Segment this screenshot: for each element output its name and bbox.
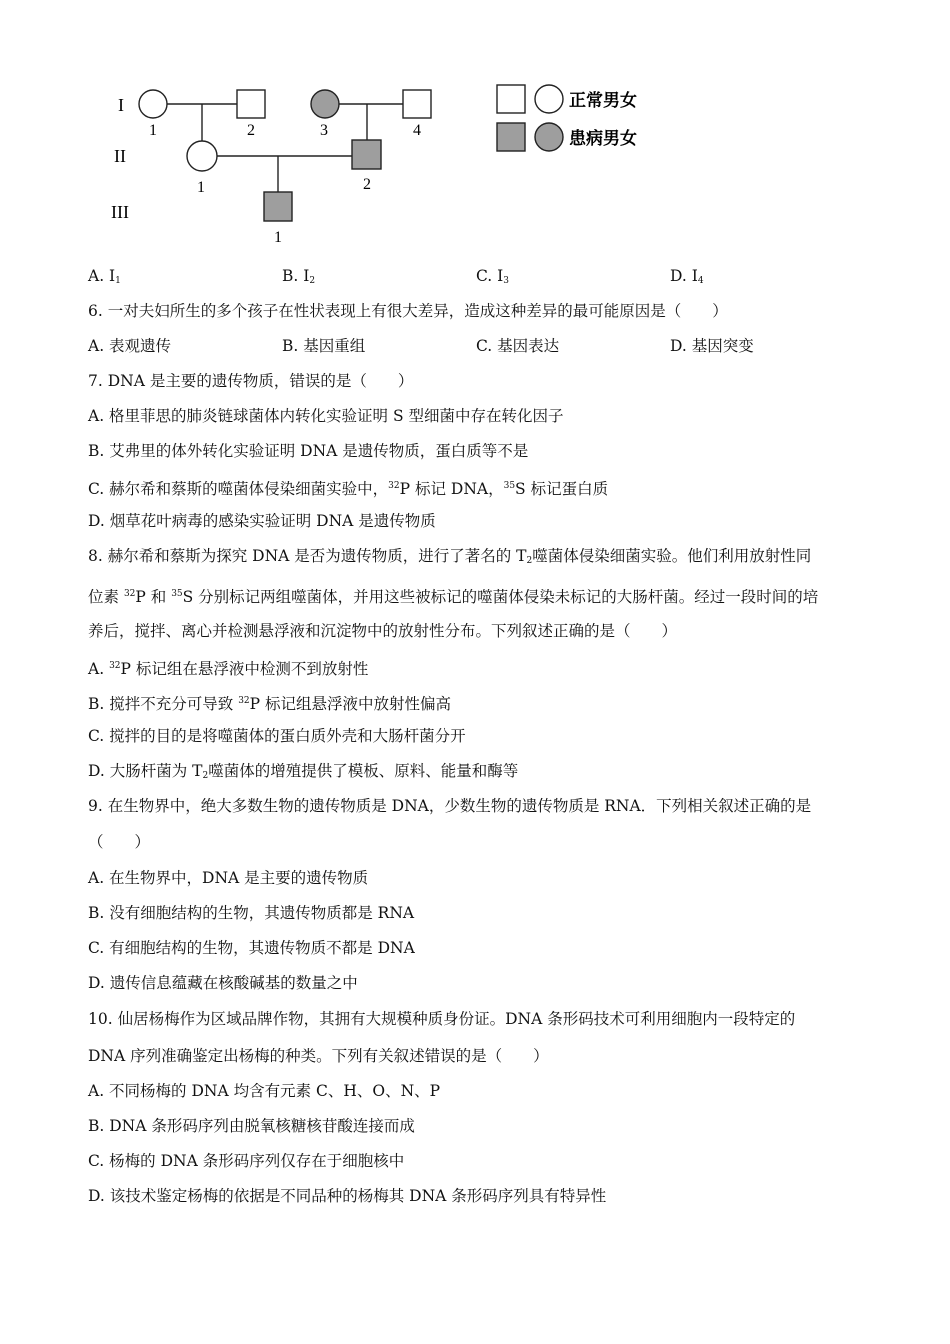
q5-option-d: D. $I_4$ xyxy=(670,267,704,286)
legend-female-affected-symbol xyxy=(535,123,563,151)
q6-option-a: A. 表观遗传 xyxy=(88,337,172,355)
q8-option-d: D. 大肠杆菌为 $T_2$噬菌体的增殖提供了模板、原料、能量和酶等 xyxy=(88,762,519,781)
q9-option-a: A. 在生物界中，DNA 是主要的遗传物质 xyxy=(88,869,369,887)
q5-option-c: C. $I_3$ xyxy=(476,267,510,286)
generation-label-III: III xyxy=(111,202,129,222)
q10-option-b: B. DNA 条形码序列由脱氧核糖核苷酸连接而成 xyxy=(88,1117,415,1135)
pedigree-I4-male-normal xyxy=(403,90,431,118)
pedigree-III1-male-affected xyxy=(264,192,292,221)
q8-stem-line-2: 位素 $^{32}$P 和 $^{35}$S 分别标记两组噬菌体，并用这些被标记的噬菌体侵染未标记的大肠杆菌。经过一段时间的培 xyxy=(88,588,819,606)
legend-affected-label: 患病男女 xyxy=(569,129,637,148)
q10-option-c: C. 杨梅的 DNA 条形码序列仅存在于细胞核中 xyxy=(88,1152,405,1170)
q8-stem-line-3: 养后，搅拌、离心并检测悬浮液和沉淀物中的放射性分布。下列叙述正确的是（ ） xyxy=(88,622,678,640)
q10-stem-line-2: DNA 序列准确鉴定出杨梅的种类。下列有关叙述错误的是（ ） xyxy=(88,1047,549,1065)
generation-label-I: I xyxy=(118,95,124,115)
pedigree-diagram xyxy=(100,80,660,254)
q7-option-c: C. 赫尔希和蔡斯的噬菌体侵染细菌实验中，$^{32}$P 标记 DNA，$^{35}$S 标记蛋白质 xyxy=(88,480,609,498)
individual-label: 4 xyxy=(413,122,421,139)
q8-option-b: B. 搅拌不充分可导致 $^{32}$P 标记组悬浮液中放射性偏高 xyxy=(88,695,451,713)
individual-label: 2 xyxy=(247,122,255,139)
generation-label-II: II xyxy=(114,146,126,166)
individual-label: 1 xyxy=(197,179,205,196)
q9-option-d: D. 遗传信息蕴藏在核酸碱基的数量之中 xyxy=(88,974,358,992)
q5-option-a: A. $I_1$ xyxy=(88,267,121,286)
q8-option-a: A. $^{32}$P 标记组在悬浮液中检测不到放射性 xyxy=(88,660,369,678)
pedigree-II1-female-normal xyxy=(187,141,217,171)
q8-stem-line-1: 8. 赫尔希和蔡斯为探究 DNA 是否为遗传物质，进行了著名的 $T_2$噬菌体侵染细菌实验。他们利用放射性同 xyxy=(88,547,812,566)
individual-label: 1 xyxy=(274,229,282,246)
legend-normal-label: 正常男女 xyxy=(569,91,637,110)
q8-option-c: C. 搅拌的目的是将噬菌体的蛋白质外壳和大肠杆菌分开 xyxy=(88,727,466,745)
q6-stem: 6. 一对夫妇所生的多个孩子在性状表现上有很大差异，造成这种差异的最可能原因是（ ） xyxy=(88,302,728,320)
q9-stem-line-2: （ ） xyxy=(88,833,151,851)
individual-label: 3 xyxy=(320,122,328,139)
q5-option-b: B. $I_2$ xyxy=(282,267,316,286)
q6-option-b: B. 基因重组 xyxy=(282,337,366,355)
q10-option-d: D. 该技术鉴定杨梅的依据是不同品种的杨梅其 DNA 条形码序列具有特异性 xyxy=(88,1187,607,1205)
pedigree-I1-female-normal xyxy=(139,90,167,118)
pedigree-I3-female-affected xyxy=(311,90,339,118)
individual-label: 1 xyxy=(149,122,157,139)
q7-option-a: A. 格里菲思的肺炎链球菌体内转化实验证明 S 型细菌中存在转化因子 xyxy=(88,407,564,425)
legend-female-normal-symbol xyxy=(535,85,563,113)
q9-option-b: B. 没有细胞结构的生物，其遗传物质都是 RNA xyxy=(88,904,415,922)
legend-male-affected-symbol xyxy=(497,123,525,151)
q7-stem: 7. DNA 是主要的遗传物质，错误的是（ ） xyxy=(88,372,414,390)
q7-option-b: B. 艾弗里的体外转化实验证明 DNA 是遗传物质，蛋白质等不是 xyxy=(88,442,529,460)
q7-option-d: D. 烟草花叶病毒的感染实验证明 DNA 是遗传物质 xyxy=(88,512,436,530)
q10-stem-line-1: 10. 仙居杨梅作为区域品牌作物，其拥有大规模种质身份证。DNA 条形码技术可利用细胞内一段特定的 xyxy=(88,1010,796,1028)
q10-option-a: A. 不同杨梅的 DNA 均含有元素 C、H、O、N、P xyxy=(88,1082,441,1100)
pedigree-II2-male-affected xyxy=(352,140,381,169)
individual-label: 2 xyxy=(363,176,371,193)
q6-option-d: D. 基因突变 xyxy=(670,337,754,355)
q6-option-c: C. 基因表达 xyxy=(476,337,560,355)
pedigree-I2-male-normal xyxy=(237,90,265,118)
q9-option-c: C. 有细胞结构的生物，其遗传物质不都是 DNA xyxy=(88,939,415,957)
legend-male-normal-symbol xyxy=(497,85,525,113)
q9-stem-line-1: 9. 在生物界中，绝大多数生物的遗传物质是 DNA，少数生物的遗传物质是 RNA．下列相关叙述正确的是 xyxy=(88,797,812,815)
